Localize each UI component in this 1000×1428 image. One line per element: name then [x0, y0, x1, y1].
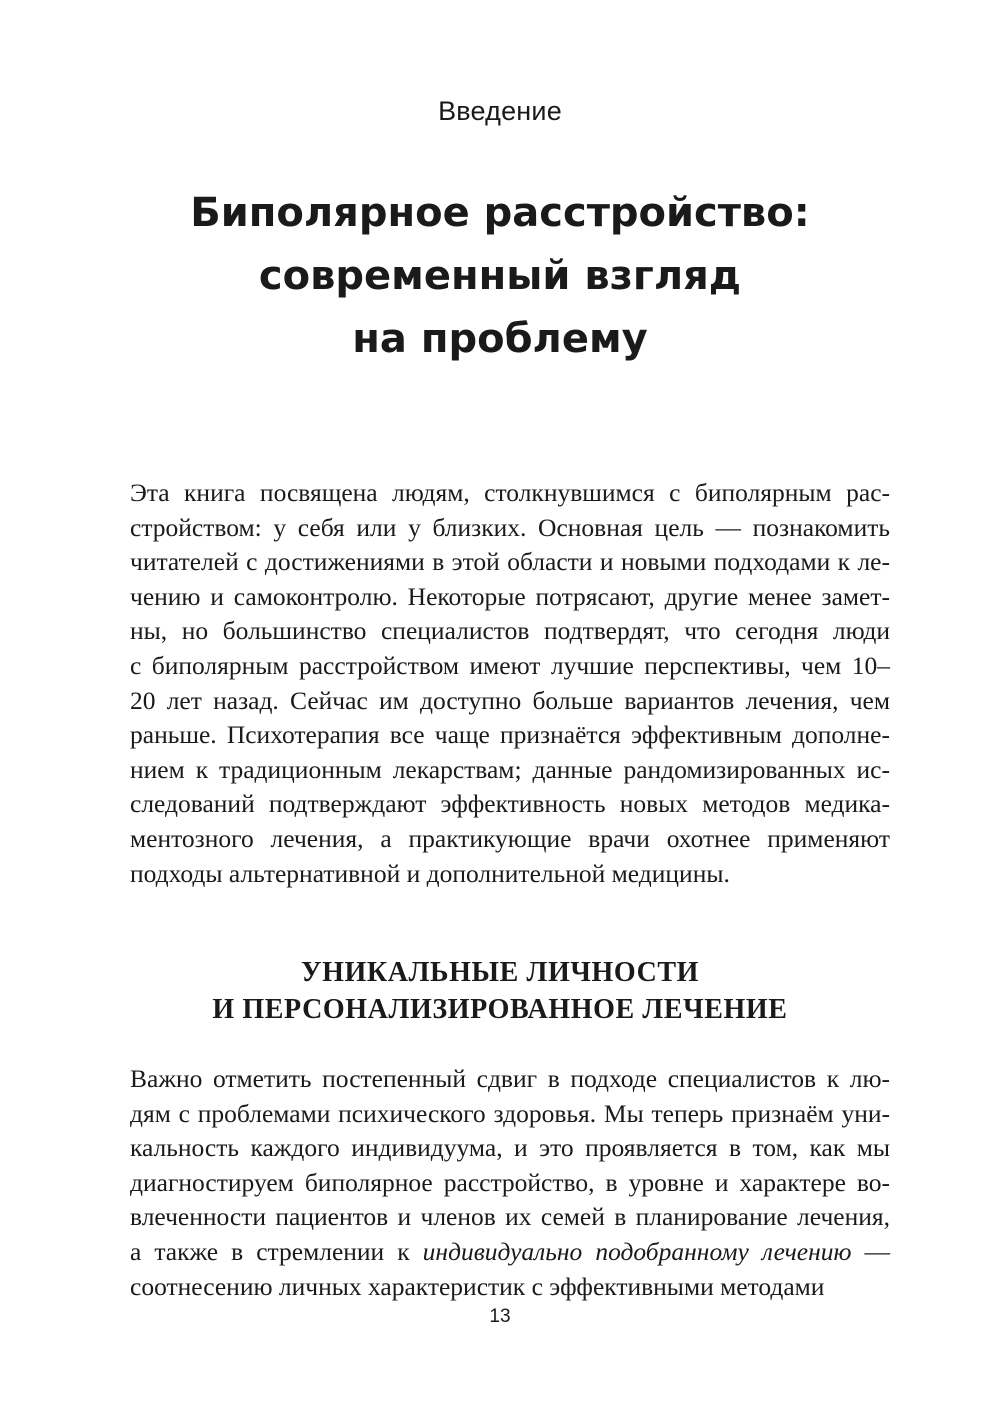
text-line: ны, но большинство специалистов подтвердят, что сегодня люди	[130, 616, 890, 646]
text-line: Эта книга посвящена людям, столкнувшимся с биполярным рас-	[130, 478, 890, 507]
text-line: читателей с достижениями в этой области и новыми подходами к ле-	[130, 547, 890, 577]
text-line: следований подтверждают эффективность новых методов медика-	[130, 789, 890, 819]
chapter-title-line: Биполярное расстройство:	[190, 190, 810, 236]
text-line: диагностируем биполярное расстройство, в уровне и характере во-	[130, 1167, 890, 1197]
section-heading	[0, 954, 1000, 1028]
text-fragment: —	[851, 1236, 890, 1266]
text-line: ментозного лечения, а практикующие врачи охотнее применяют	[130, 823, 890, 853]
text-line: 20 лет назад. Сейчас им доступно больше вариантов лечения, чем	[130, 685, 890, 715]
intro-paragraph	[130, 476, 890, 891]
text-line: с биполярным расстройством имеют лучшие перспективы, чем 10–	[130, 650, 890, 680]
chapter-title-line: на проблему	[352, 316, 648, 362]
emphasized-text: индивидуально подобранному лечению	[422, 1236, 852, 1266]
chapter-title-line: современный взгляд	[258, 253, 742, 299]
text-line: стройством: у себя или у близких. Основная цель — познакомить	[130, 512, 890, 542]
text-line: подходы альтернативной и дополнительной медицины.	[130, 858, 730, 888]
text-line: нием к традиционным лекарствам; данные рандомизированных ис-	[130, 754, 890, 784]
text-line: соотнесению личных характеристик с эффективными методами	[130, 1271, 825, 1301]
text-line-with-emphasis	[130, 1235, 890, 1270]
text-line: раньше. Психотерапия все чаще признаётся эффективным дополне-	[130, 720, 890, 750]
text-line: чению и самоконтролю. Некоторые потрясают, другие менее замет-	[130, 581, 890, 611]
section-label: Введение	[438, 96, 562, 126]
chapter-title	[0, 182, 1000, 371]
section-heading-line: УНИКАЛЬНЫЕ ЛИЧНОСТИ	[300, 957, 700, 988]
text-line: влеченности пациентов и членов их семей в планирование лечения,	[130, 1202, 890, 1232]
body-paragraph	[130, 1062, 890, 1304]
text-line: Важно отметить постепенный сдвиг в подходе специалистов к лю-	[130, 1064, 890, 1093]
text-line: кальность каждого индивидуума, и это проявляется в том, как мы	[130, 1133, 890, 1163]
section-heading-line: И ПЕРСОНАЛИЗИРОВАННОЕ ЛЕЧЕНИЕ	[212, 994, 788, 1025]
text-line: дям с проблемами психического здоровья. Мы теперь признаём уни-	[130, 1098, 890, 1128]
page-number: 13	[489, 1306, 511, 1327]
text-fragment: а также в стремлении к	[130, 1236, 423, 1266]
